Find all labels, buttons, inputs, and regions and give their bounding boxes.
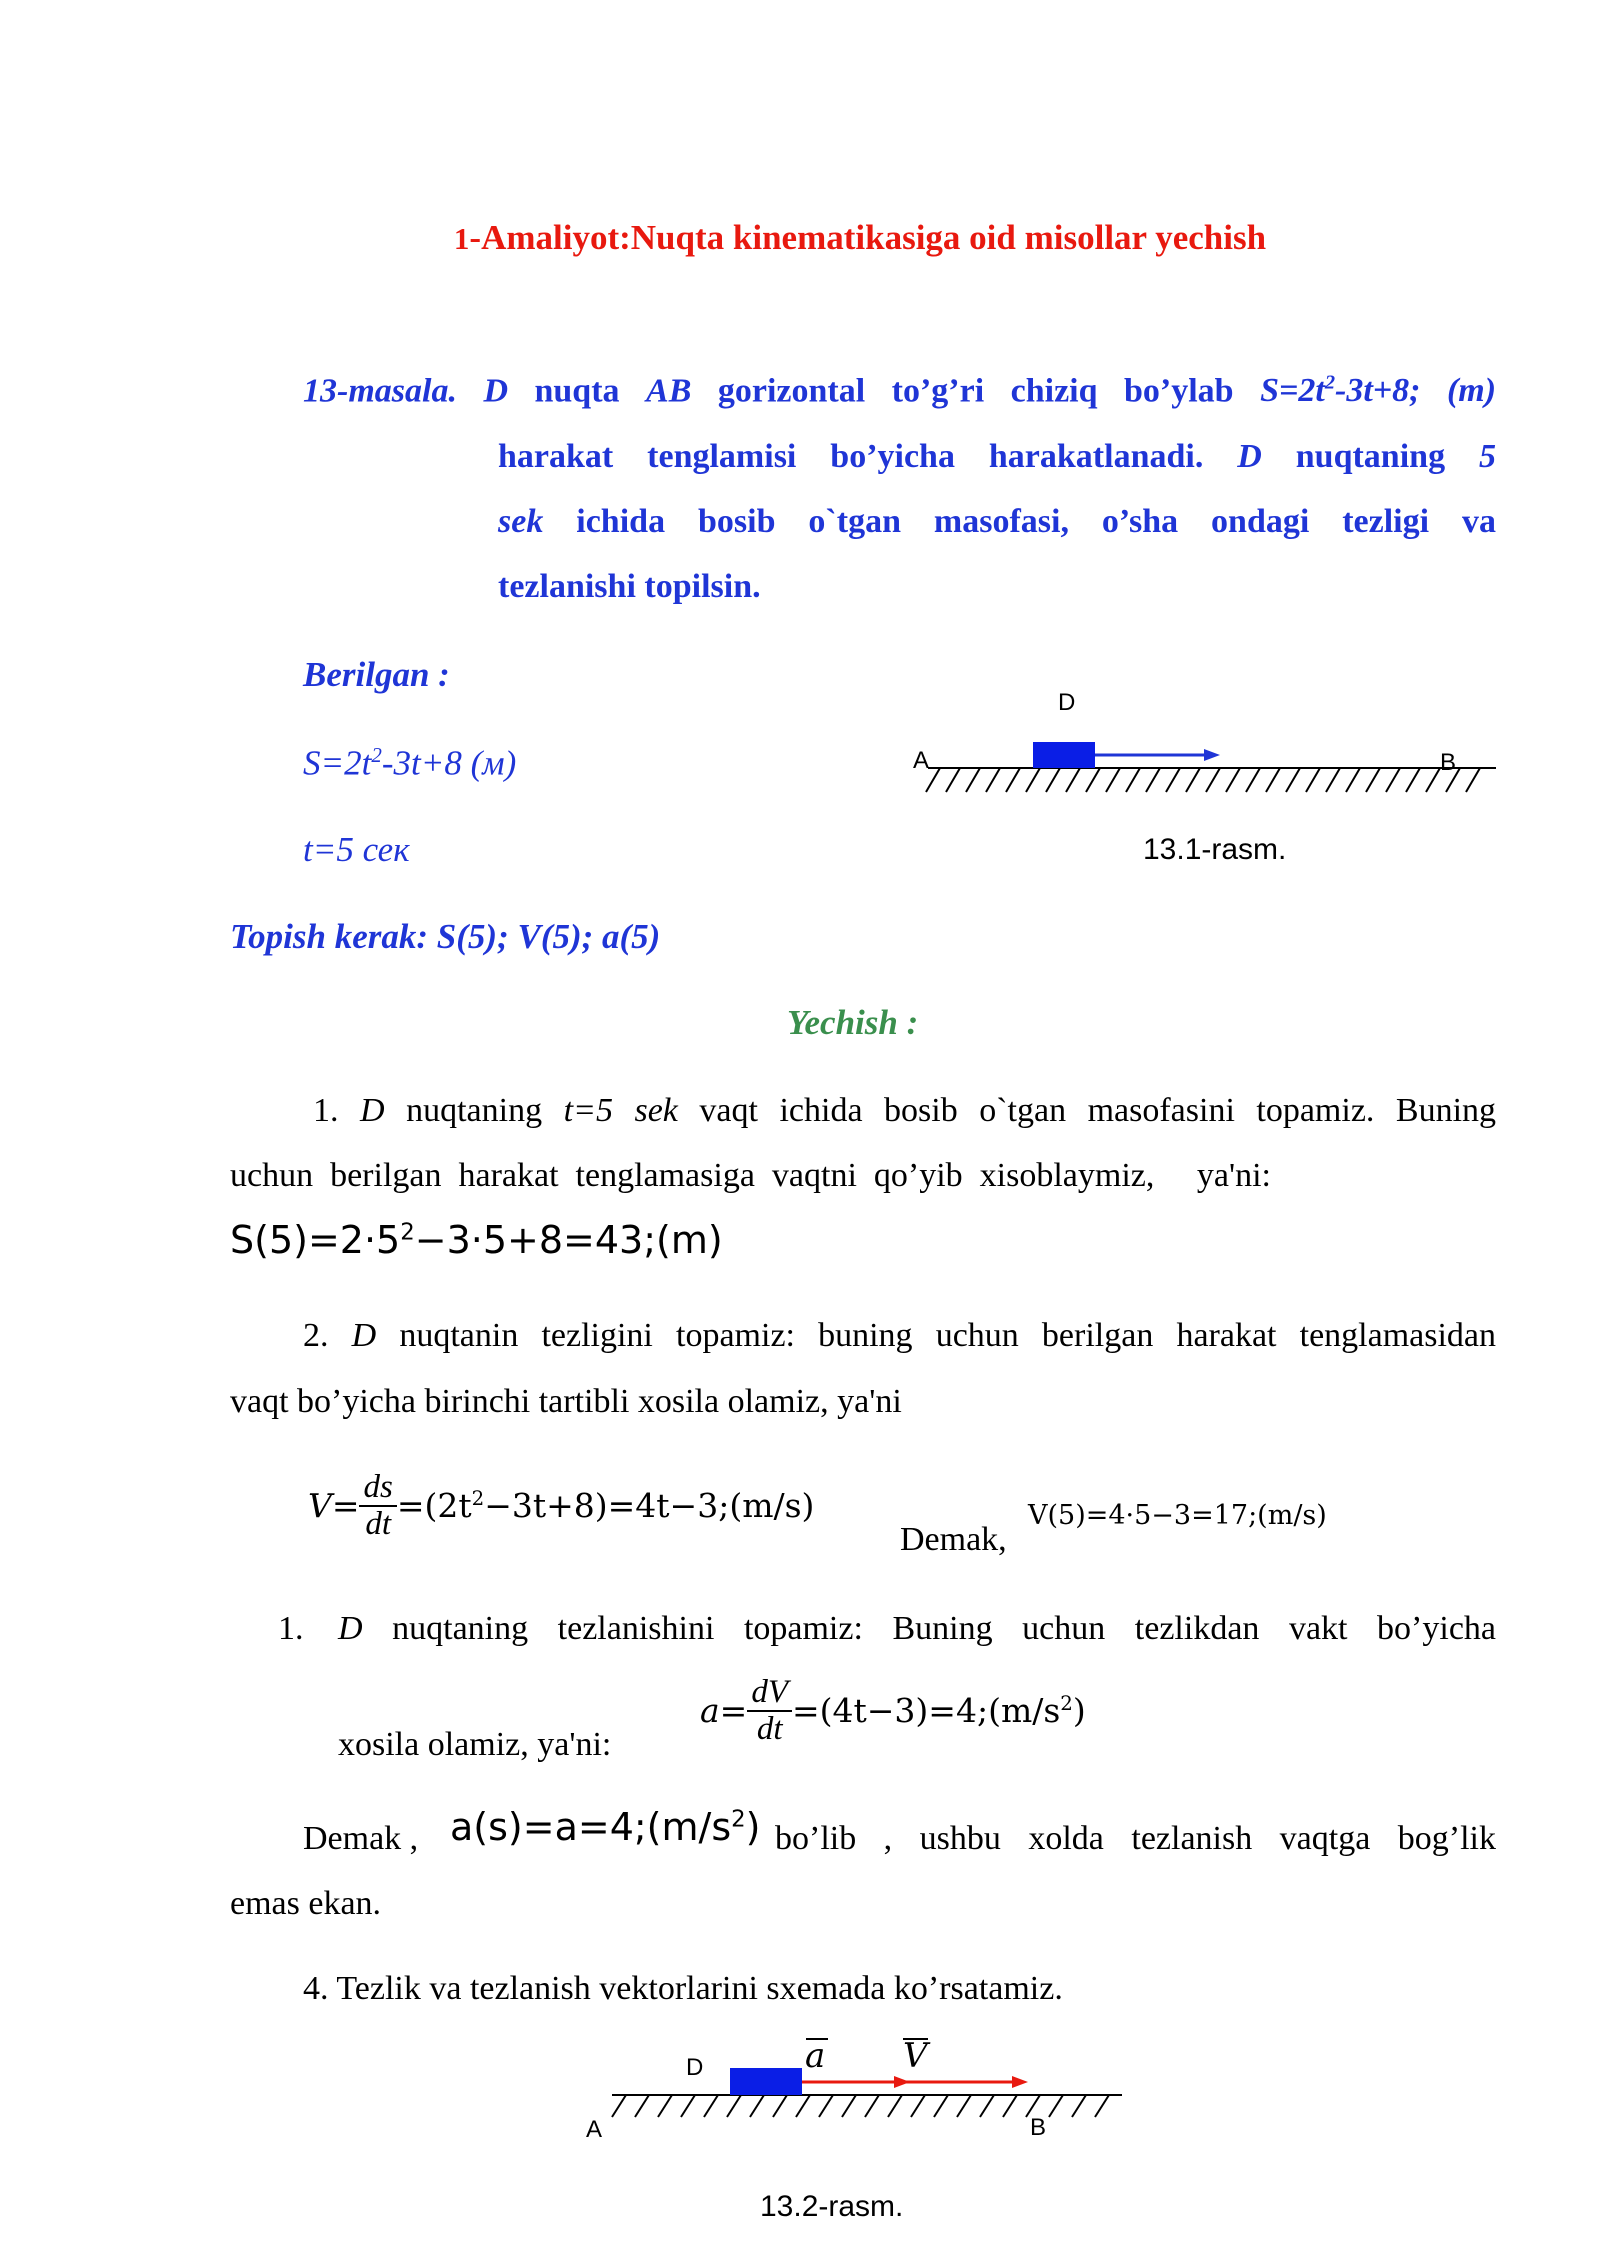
figure1-point-d: D (1058, 689, 1076, 716)
hatch-mark (1126, 768, 1140, 792)
hatch-mark (727, 2095, 741, 2117)
step3-result-line-2: emas ekan. (230, 1885, 382, 1922)
hatch-mark (635, 2095, 649, 2117)
hatch-mark (1049, 2095, 1063, 2117)
hatch-mark (1006, 768, 1020, 792)
figure-13-1 (900, 680, 1520, 810)
hatch-mark (934, 2095, 948, 2117)
hatch-mark (1003, 2095, 1017, 2117)
hatch-mark (1226, 768, 1240, 792)
find-statement: Topish kerak: S(5); V(5); a(5) (230, 917, 661, 956)
step3-derivative-fraction: $\frac{dV}{dt}$ (747, 1675, 792, 1746)
problem-line-2: harakat tenglamisi bo’yicha harakatlanadi. D nuqtaning 5 (498, 438, 1496, 475)
figure1-arrow-head (1204, 749, 1220, 761)
step3-line-2: xosila olamiz, ya'ni: (338, 1726, 612, 1763)
step4-line: 4. Tezlik va tezlanish vektorlarini sxemada ko’rsatamiz. (303, 1970, 1063, 2007)
hatch-mark (1026, 768, 1040, 792)
hatch-mark (1426, 768, 1440, 792)
hatch-mark (1106, 768, 1120, 792)
hatch-mark (946, 768, 960, 792)
step2-line-1: 2. D nuqtanin tezligini topamiz: buning uchun berilgan harakat tenglamasidan (303, 1317, 1497, 1354)
step3-acceleration-formula: a= $\frac{dV}{dt}$ $=(4t-3)=4;(m/s^2)$ (700, 1674, 1086, 1747)
hatch-mark (819, 2095, 833, 2117)
figure2-velocity-label: V (903, 2036, 928, 2076)
hatch-mark (1066, 768, 1080, 792)
hatch-mark (1086, 768, 1100, 792)
hatch-mark (1246, 768, 1260, 792)
figure2-point-b: B (1030, 2114, 1047, 2141)
hatch-mark (1466, 768, 1480, 792)
step2-line-2: vaqt bo’yicha birinchi tartibli xosila olamiz, ya'ni (230, 1383, 902, 1420)
step3-number: 1. (278, 1610, 304, 1647)
step3-demak: Demak , (303, 1820, 419, 1857)
figure2-caption: 13.2-rasm. (760, 2190, 904, 2223)
hatch-mark (750, 2095, 764, 2117)
hatch-mark (704, 2095, 718, 2117)
figure1-hatching (926, 768, 1480, 792)
hatch-mark (980, 2095, 994, 2117)
hatch-mark (986, 768, 1000, 792)
hatch-mark (1406, 768, 1420, 792)
problem-line-3: sek ichida bosib o`tgan masofasi, o’sha ondagi tezligi va (498, 503, 1497, 540)
figure1-point-a: A (913, 747, 930, 774)
hatch-mark (1072, 2095, 1086, 2117)
figure2-acceleration-arrow-head (894, 2076, 910, 2088)
hatch-mark (1266, 768, 1280, 792)
solution-label: Yechish : (787, 1003, 919, 1042)
page-title: 1-Amaliyot:Nuqta kinematikasiga oid misollar yechish (453, 218, 1267, 257)
hatch-mark (1095, 2095, 1109, 2117)
figure-13-2 (570, 2025, 1130, 2145)
figure1-point-b: B (1440, 749, 1457, 776)
hatch-mark (1346, 768, 1360, 792)
step2-result: V(5)=4·5−3=17;(m/s) (1028, 1500, 1327, 1531)
problem-line-1: 13-masala. D nuqta AB gorizontal to’g’ri chiziq bo’ylab $S=2t^2-3t+8$; (m) (303, 372, 1497, 410)
hatch-mark (1366, 768, 1380, 792)
figure1-point-d-block (1033, 742, 1095, 768)
hatch-mark (658, 2095, 672, 2117)
hatch-mark (681, 2095, 695, 2117)
step3-result-tail: bo’lib , ushbu xolda tezlanish vaqtga bog’lik (775, 1820, 1496, 1857)
hatch-mark (1286, 768, 1300, 792)
hatch-mark (612, 2095, 626, 2117)
hatch-mark (1206, 768, 1220, 792)
hatch-mark (1386, 768, 1400, 792)
figure2-point-d: D (686, 2054, 704, 2081)
hatch-mark (1306, 768, 1320, 792)
step2-velocity-formula: V= $\frac{ds}{dt}$ $=(2t^2-3t+8)=4t-3;(m/s)$ (308, 1469, 815, 1542)
hatch-mark (842, 2095, 856, 2117)
hatch-mark (1186, 768, 1200, 792)
step2-derivative-fraction: $\frac{ds}{dt}$ (359, 1470, 396, 1541)
step1-formula: $S(5)=2\cdot 5^2-3\cdot 5+8=43;(m)$ (230, 1218, 723, 1262)
hatch-mark (888, 2095, 902, 2117)
hatch-mark (957, 2095, 971, 2117)
step2-demak: Demak, (900, 1521, 1007, 1558)
figure2-velocity-arrow-head (1012, 2076, 1028, 2088)
hatch-mark (773, 2095, 787, 2117)
given-label: Berilgan : (303, 655, 450, 694)
figure2-point-a: A (586, 2116, 603, 2143)
hatch-mark (1146, 768, 1160, 792)
step1-line-2: uchun berilgan harakat tenglamasiga vaqtni qo’yib xisoblaymiz, ya'ni: (230, 1157, 1271, 1194)
hatch-mark (966, 768, 980, 792)
hatch-mark (1326, 768, 1340, 792)
hatch-mark (865, 2095, 879, 2117)
hatch-mark (796, 2095, 810, 2117)
problem-line-4: tezlanishi topilsin. (498, 568, 761, 605)
given-equation: $S=2t^2-3t+8$ (м) (303, 743, 517, 783)
given-time: t=5 сек (303, 830, 410, 869)
figure1-caption: 13.1-rasm. (1143, 833, 1287, 866)
figure2-point-d-block (730, 2068, 802, 2095)
step1-line-1: 1. D nuqtaning t=5 sek vaqt ichida bosib o`tgan masofasini topamiz. Buning (313, 1092, 1497, 1129)
hatch-mark (911, 2095, 925, 2117)
step3-result-formula: $a(s)=a=4;(m/s^2)$ (450, 1805, 761, 1849)
hatch-mark (1046, 768, 1060, 792)
figure2-acceleration-label: a (805, 2036, 826, 2076)
step3-line-1: D nuqtaning tezlanishini topamiz: Buning uchun tezlikdan vakt bo’yicha (338, 1610, 1497, 1647)
hatch-mark (1166, 768, 1180, 792)
